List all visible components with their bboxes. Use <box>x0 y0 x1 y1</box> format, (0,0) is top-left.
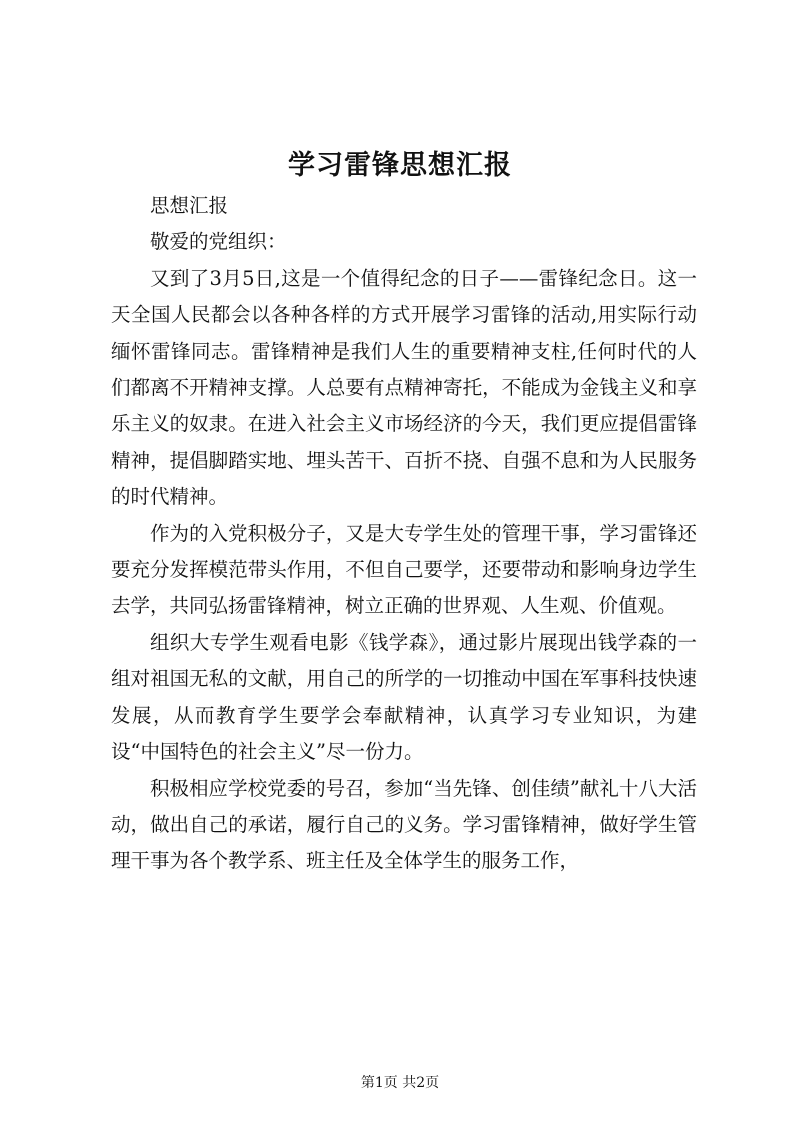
paragraph-heading: 思想汇报 <box>150 194 229 217</box>
paragraph-salutation: 敬爱的党组织： <box>150 230 287 254</box>
paragraph: 组织大专学生观看电影《钱学森》，通过影片展现出钱学森的一组对祖国无私的文献，用自己的所学的一切推动中国在军事科技快速发展，从而教育学生要学会奉献精神，认真学习专业知识，为建设“中国特色的社会主义”尽一份力。 <box>111 630 697 764</box>
page-footer: 第1页 共2页 <box>360 1075 440 1091</box>
page-title: 学习雷锋思想汇报 <box>288 150 512 181</box>
paragraph: 积极相应学校党委的号召，参加“当先锋、创佳绩”献礼十八大活动，做出自己的承诺，履行自己的义务。学习雷锋精神，做好学生管理干事为各个教学系、班主任及全体学生的服务工作， <box>111 776 697 873</box>
document-body <box>111 188 697 880</box>
paragraph: 作为的入党积极分子，又是大专学生处的管理干事，学习雷锋还要充分发挥模范带头作用，不但自己要学，还要带动和影响身边学生去学，共同弘扬雷锋精神，树立正确的世界观、人生观、价值观。 <box>111 521 697 618</box>
paragraph: 又到了3月5日,这是一个值得纪念的日子——雷锋纪念日。这一天全国人民都会以各种各样的方式开展学习雷锋的活动,用实际行动缅怀雷锋同志。雷锋精神是我们人生的重要精神支柱,任何时代的人们都离不开精神支撑。人总要有点精神寄托，不能成为金钱主义和享乐主义的奴隶。在进入社会主义市场经济的今天，我们更应提倡雷锋精神，提倡脚踏实地、埋头苦干、百折不挠、自强不息和为人民服务的时代精神。 <box>111 266 697 509</box>
